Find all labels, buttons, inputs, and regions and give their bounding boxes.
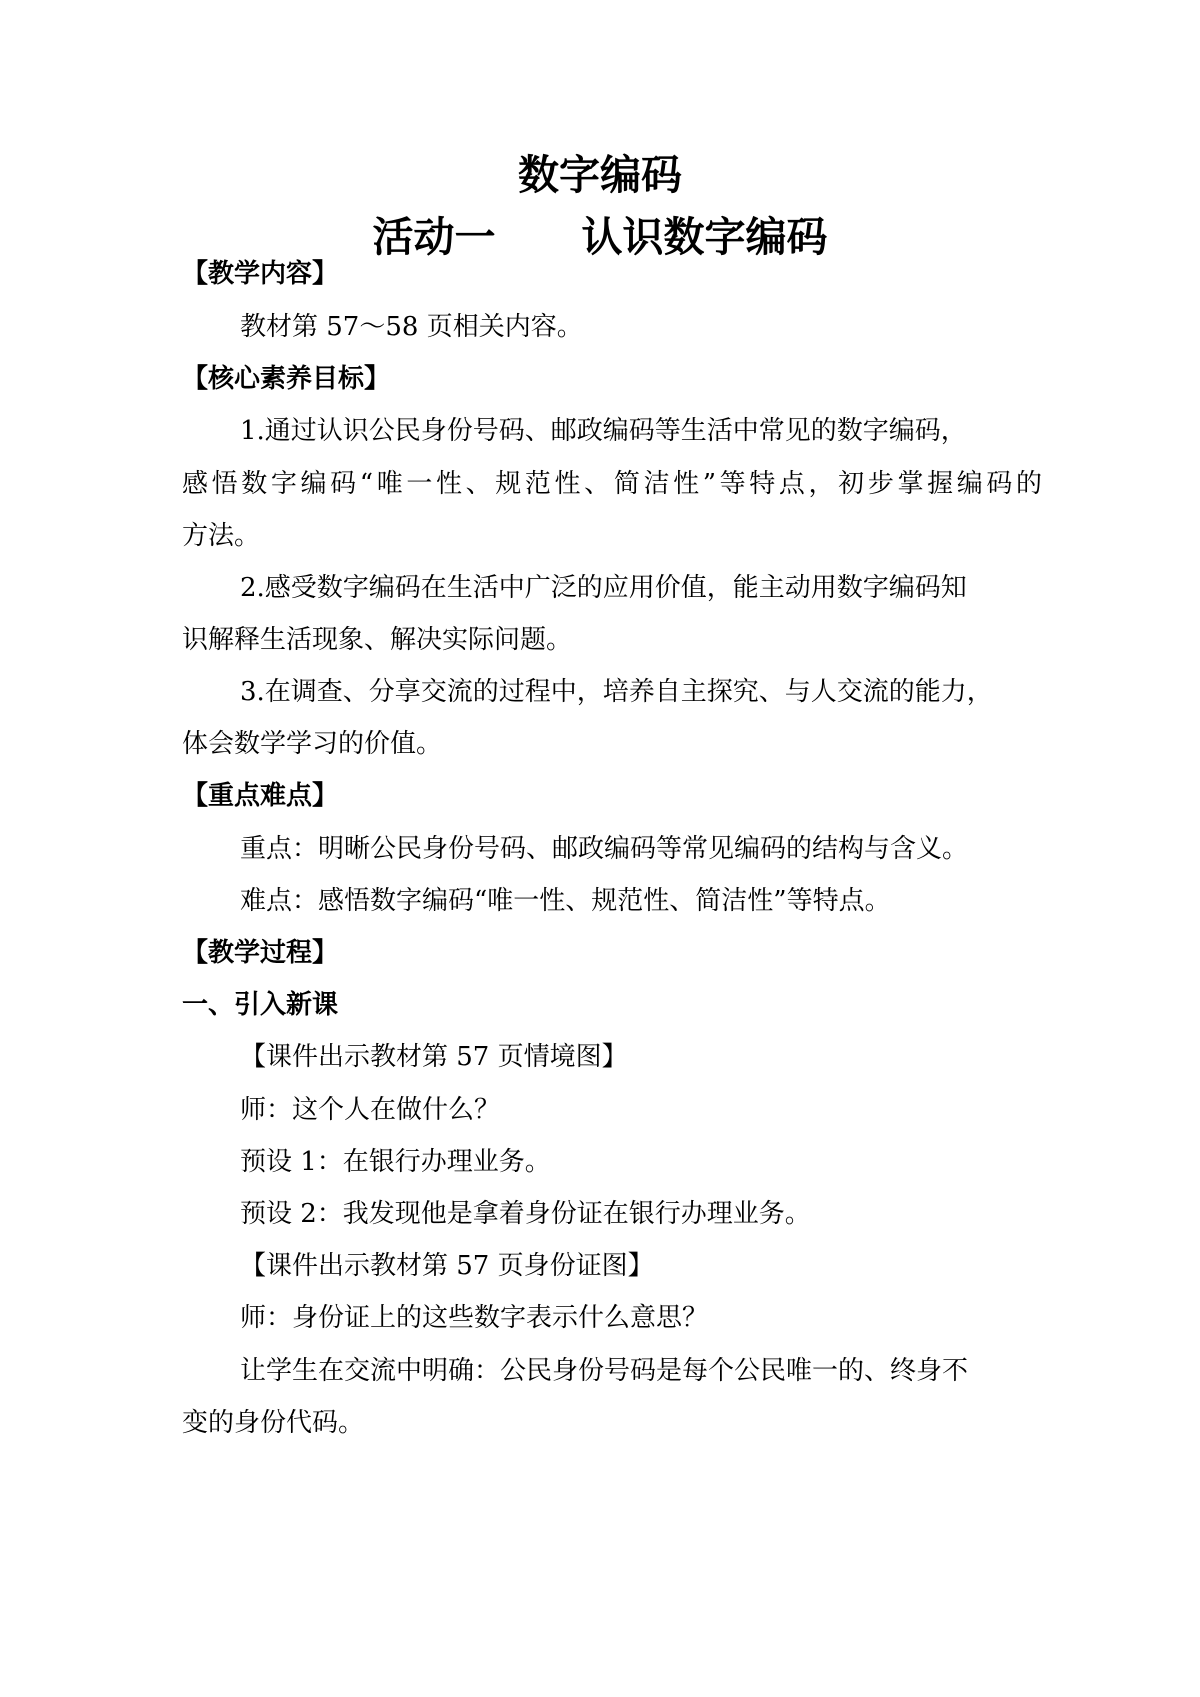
goal-3-line-2: 体会数学学习的价值。 xyxy=(182,729,443,759)
process-line-1: 【课件出示教材第 57 页情境图】 xyxy=(240,1042,628,1072)
subtitle-activity: 活动一 xyxy=(372,213,496,261)
goal-2-line-1: 2.感受数字编码在生活中广泛的应用价值，能主动用数字编码知 xyxy=(240,573,967,603)
goal-2-line-2: 识解释生活现象、解决实际问题。 xyxy=(182,625,573,655)
goal-1-line-3: 方法。 xyxy=(182,521,261,551)
goal-1-line-2: 感悟数字编码“唯一性、规范性、简洁性”等特点，初步掌握编码的 xyxy=(182,469,1042,499)
keypoint-key: 重点：明晰公民身份号码、邮政编码等常见编码的结构与含义。 xyxy=(240,834,969,864)
process-line-4: 预设 2：我发现他是拿着身份证在银行办理业务。 xyxy=(240,1199,811,1229)
process-line-7-part-2: 变的身份代码。 xyxy=(182,1408,365,1438)
process-part-1-heading: 一、引入新课 xyxy=(182,990,339,1020)
goal-1-line-1: 1.通过认识公民身份号码、邮政编码等生活中常见的数字编码， xyxy=(240,416,967,446)
keypoint-difficult: 难点：感悟数字编码“唯一性、规范性、简洁性”等特点。 xyxy=(240,886,891,916)
section-heading-goals: 【核心素养目标】 xyxy=(182,364,391,394)
section-heading-content: 【教学内容】 xyxy=(182,259,339,289)
process-line-5: 【课件出示教材第 57 页身份证图】 xyxy=(240,1251,654,1281)
document-title: 数字编码 xyxy=(518,151,682,199)
section-heading-process: 【教学过程】 xyxy=(182,938,339,968)
content-text: 教材第 57～58 页相关内容。 xyxy=(240,312,583,342)
process-line-7-part-1: 让学生在交流中明确：公民身份号码是每个公民唯一的、终身不 xyxy=(240,1356,969,1386)
process-line-6: 师：身份证上的这些数字表示什么意思？ xyxy=(240,1303,709,1333)
subtitle-topic: 认识数字编码 xyxy=(581,213,828,261)
section-heading-keypoints: 【重点难点】 xyxy=(182,781,339,811)
process-line-2: 师：这个人在做什么？ xyxy=(240,1095,501,1125)
process-line-3: 预设 1：在银行办理业务。 xyxy=(240,1147,551,1177)
goal-3-line-1: 3.在调查、分享交流的过程中，培养自主探究、与人交流的能力， xyxy=(240,677,993,707)
